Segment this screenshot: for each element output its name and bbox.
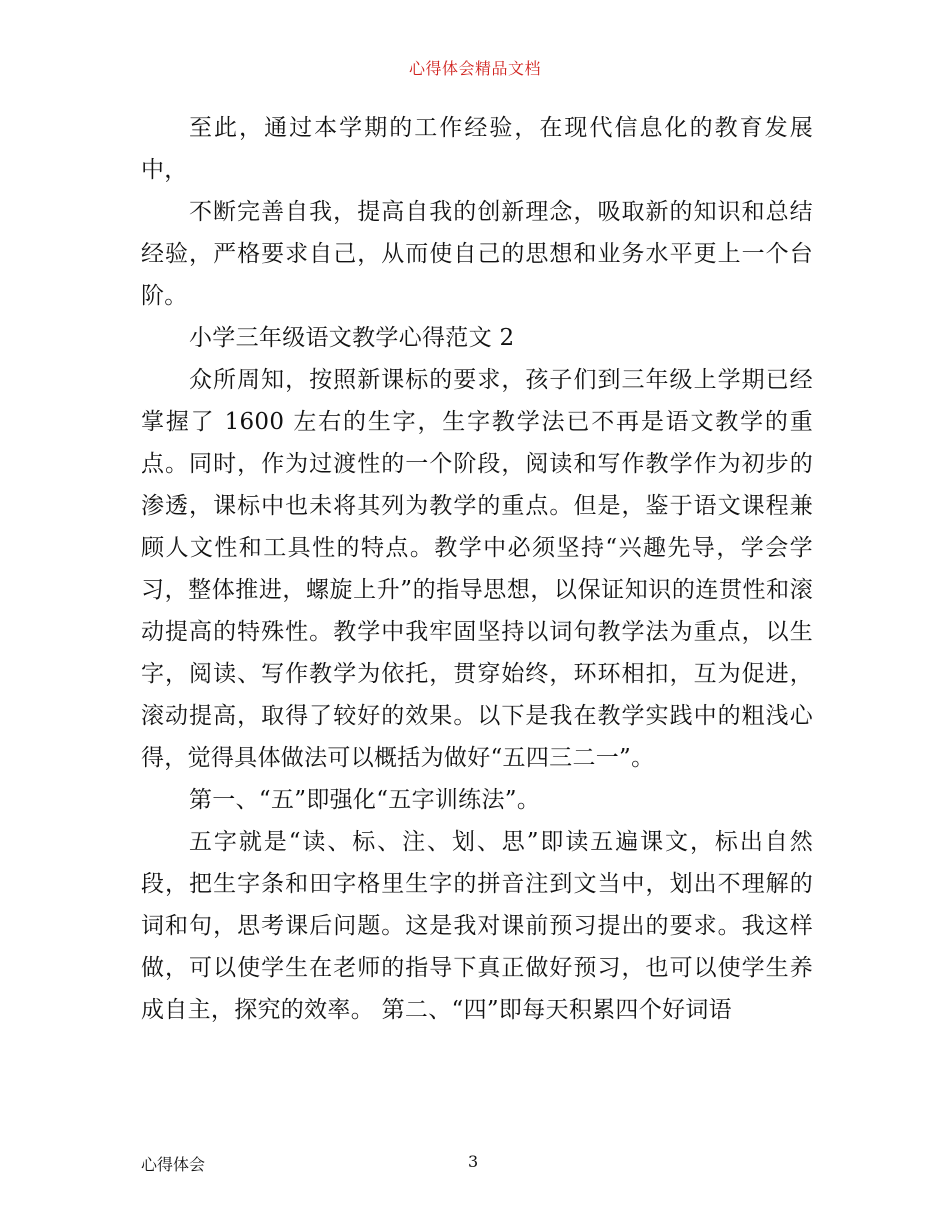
paragraph-self-improvement: 不断完善自我，提高自我的创新理念，吸取新的知识和总结经验，严格要求自己，从而使自己的思想和业务水平更上一个台阶。 [141,199,813,309]
section-heading: 小学三年级语文教学心得范文 2 [189,325,515,351]
paragraph-five-characters: 五字就是“读、标、注、划、思”即读五遍课文，标出自然段，把生字条和田字格里生字的拼音注到文当中，划出不理解的词和句，思考课后问题。这是我对课前预习提出的要求。我这样做，可以使学生在老师的指导下真正做好预习，也可以使学生养成自主，探究的效率。 第二、“四”即每天积累四个好词语 [141,829,813,1023]
page-number: 3 [468,1152,479,1171]
paragraph-point-one: 第一、“五”即强化“五字训练法”。 [189,787,541,813]
document-body [141,107,813,1031]
paragraph-main: 众所周知，按照新课标的要求，孩子们到三年级上学期已经掌握了 1600 左右的生字，生字教学法已不再是语文教学的重点。同时，作为过渡性的一个阶段，阅读和写作教学作为初步的渗透，课标中也未将其列为教学的重点。但是，鉴于语文课程兼顾人文性和工具性的特点。教学中必须坚持“兴趣先导，学会学习，整体推进，螺旋上升”的指导思想，以保证知识的连贯性和滚动提高的特殊性。教学中我牢固坚持以词句教学法为重点，以生字，阅读、写作教学为依托，贯穿始终，环环相扣，互为促进，滚动提高，取得了较好的效果。以下是我在教学实践中的粗浅心得，觉得具体做法可以概括为做好“五四三二一”。 [141,367,813,771]
paragraph-intro: 至此，通过本学期的工作经验，在现代信息化的教育发展中， [141,115,813,183]
footer-label: 心得体会 [141,1155,206,1174]
page-header-title: 心得体会精品文档 [408,59,541,78]
